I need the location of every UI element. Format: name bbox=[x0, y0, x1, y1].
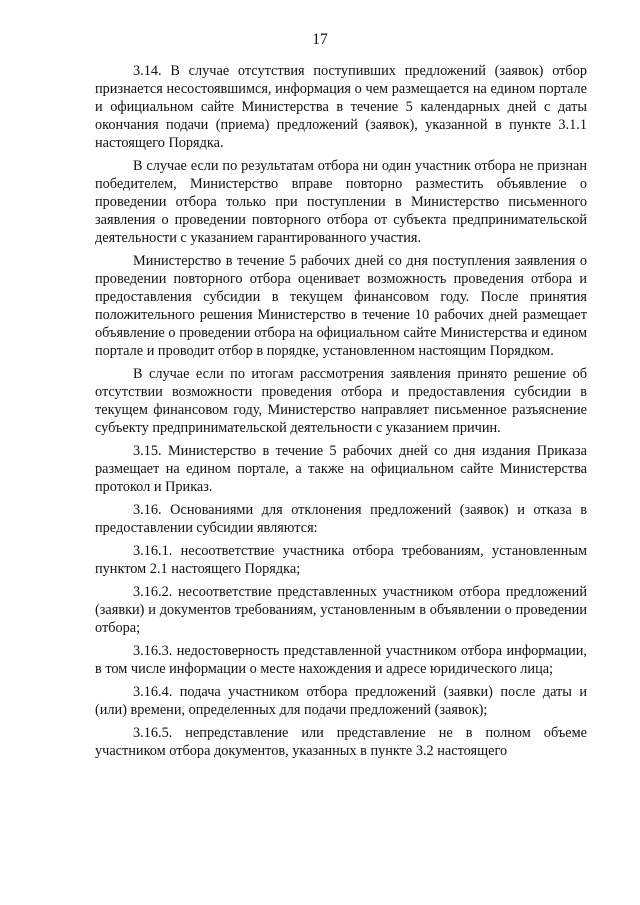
paragraph-refusal-explanation: В случае если по итогам рассмотрения заявления принято решение об отсутствии возможности проведения отбора и предоставления субсидии в текущем финансовом году, Министерство направляет письменное разъяснение субъекту предпринимательской деятельности с указанием причин. bbox=[95, 366, 587, 436]
paragraph-3-15: 3.15. Министерство в течение 5 рабочих дней со дня издания Приказа размещает на едином портале, а также на официальном сайте Министерства протокол и Приказ. bbox=[95, 443, 587, 495]
page-number: 17 bbox=[312, 31, 328, 48]
paragraph-3-16-2: 3.16.2. несоответствие представленных участником отбора предложений (заявки) и документов требованиям, установленным в объявлении о проведении отбора; bbox=[95, 584, 587, 636]
paragraph-3-16-1: 3.16.1. несоответствие участника отбора требованиям, установленным пунктом 2.1 настоящего Порядка; bbox=[95, 543, 587, 577]
paragraph-repeat-announcement: В случае если по результатам отбора ни один участник отбора не признан победителем, Министерство вправе повторно разместить объявление о проведении отбора только при поступлении в Министерство письменного заявления о проведении повторного отбора от субъекта предпринимательской деятельности с указанием гарантированного участия. bbox=[95, 158, 587, 246]
paragraph-3-16-4: 3.16.4. подача участником отбора предложений (заявки) после даты и (или) времени, определенных для подачи предложений (заявок); bbox=[95, 684, 587, 718]
paragraph-3-16-3: 3.16.3. недостоверность представленной участником отбора информации, в том числе информации о месте нахождения и адресе юридического лица; bbox=[95, 643, 587, 677]
document-body bbox=[95, 62, 587, 765]
paragraph-3-14: 3.14. В случае отсутствия поступивших предложений (заявок) отбор признается несостоявшимся, информация о чем размещается на едином портале и официальном сайте Министерства в течение 5 календарных дней с даты окончания подачи (приема) предложений (заявок), указанной в пункте 3.1.1 настоящего Порядка. bbox=[95, 63, 587, 151]
paragraph-3-16-5: 3.16.5. непредставление или представление не в полном объеме участником отбора документов, указанных в пункте 3.2 настоящего bbox=[95, 725, 587, 759]
paragraph-ministry-assessment: Министерство в течение 5 рабочих дней со дня поступления заявления о проведении повторного отбора оценивает возможность проведения отбора и предоставления субсидии в текущем финансовом году. После принятия положительного решения Министерство в течение 10 рабочих дней размещает объявление о проведении отбора на официальном сайте Министерства и едином портале и проводит отбор в порядке, установленном настоящим Порядком. bbox=[95, 253, 587, 359]
paragraph-3-16: 3.16. Основаниями для отклонения предложений (заявок) и отказа в предоставлении субсидии являются: bbox=[95, 502, 587, 536]
